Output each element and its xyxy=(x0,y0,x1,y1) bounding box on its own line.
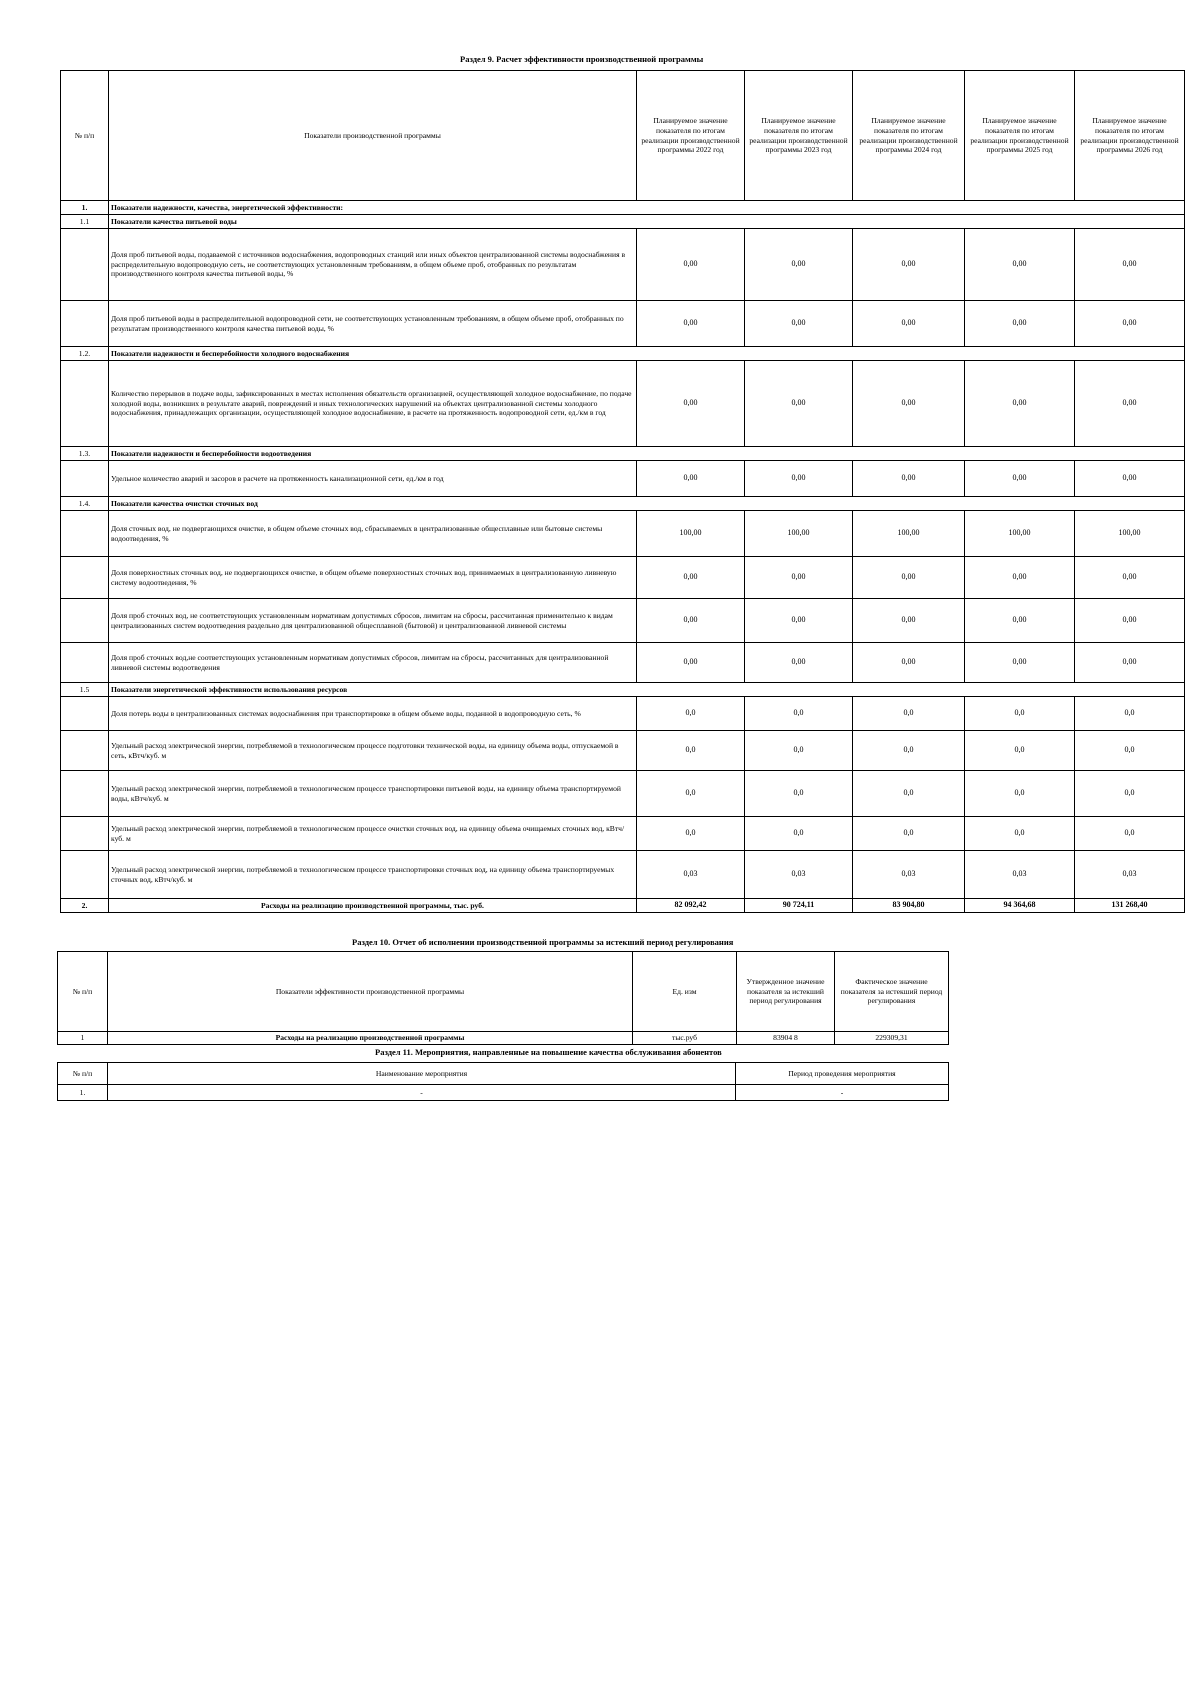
table-row xyxy=(61,361,1185,447)
value-2025: 0,0 xyxy=(965,771,1075,817)
subgroup-row xyxy=(61,347,1185,361)
value-2023: 0,0 xyxy=(745,817,853,851)
value-2025: 0,00 xyxy=(965,599,1075,643)
value-2022: 0,00 xyxy=(637,599,745,643)
value-2025: 0,0 xyxy=(965,697,1075,731)
table-row xyxy=(61,461,1185,497)
section11-table xyxy=(57,1062,949,1101)
s10-header-approved: Утвержденное значение показателя за истекший период регулирования xyxy=(737,952,835,1032)
value-2025: 0,00 xyxy=(965,361,1075,447)
subgroup-row xyxy=(61,447,1185,461)
subgroup-num: 1.1 xyxy=(61,215,109,229)
value-2026: 0,00 xyxy=(1075,301,1185,347)
s10-row-label: Расходы на реализацию производственной программы xyxy=(108,1032,633,1045)
value-2024: 0,00 xyxy=(853,301,965,347)
total-2024: 83 904,80 xyxy=(853,899,965,913)
header-2026: Планируемое значение показателя по итогам реализации производственной программы 2026 год xyxy=(1075,71,1185,201)
group-label: Показатели надежности, качества, энергетической эффективности: xyxy=(109,201,1185,215)
subgroup-num: 1.5 xyxy=(61,683,109,697)
value-2024: 0,0 xyxy=(853,697,965,731)
section9-table xyxy=(60,70,1185,913)
value-2024: 0,00 xyxy=(853,461,965,497)
section11-title: Раздел 11. Мероприятия, направленные на повышение качества обслуживания абонентов xyxy=(375,1047,722,1057)
s10-header-indicator: Показатели эффективности производственной программы xyxy=(108,952,633,1032)
subgroup-row xyxy=(61,497,1185,511)
header-indicator: Показатели производственной программы xyxy=(109,71,637,201)
total-row xyxy=(61,899,1185,913)
value-2024: 0,00 xyxy=(853,643,965,683)
value-2025: 0,00 xyxy=(965,643,1075,683)
value-2025: 0,00 xyxy=(965,301,1075,347)
row-label: Доля проб питьевой воды в распределительной водопроводной сети, не соответствующих установленным требованиям, в общем объеме проб, отобранных по результатам производственного контроля качества питьевой воды, % xyxy=(109,301,637,347)
table-row xyxy=(61,851,1185,899)
subgroup-label: Показатели надежности и бесперебойности водоотведения xyxy=(109,447,1185,461)
value-2024: 0,00 xyxy=(853,599,965,643)
row-label: Удельный расход электрической энергии, потребляемой в технологическом процессе подготовки технической воды, на единицу объема воды, отпускаемой в сеть, кВтч/куб. м xyxy=(109,731,637,771)
row-label: Удельный расход электрической энергии, потребляемой в технологическом процессе очистки сточных вод, на единицу объема очищаемых сточных вод, кВтч/куб. м xyxy=(109,817,637,851)
value-2022: 0,0 xyxy=(637,697,745,731)
row-label: Удельный расход электрической энергии, потребляемой в технологическом процессе транспортировки питьевой воды, на единицу объема транспортируемой воды, кВтч/куб. м xyxy=(109,771,637,817)
row-num xyxy=(61,461,109,497)
value-2023: 0,03 xyxy=(745,851,853,899)
value-2023: 0,0 xyxy=(745,731,853,771)
table-row xyxy=(61,771,1185,817)
section10-table xyxy=(57,951,949,1045)
s10-row-unit: тыс.руб xyxy=(633,1032,737,1045)
s10-header-num: № п/п xyxy=(58,952,108,1032)
header-2024: Планируемое значение показателя по итогам реализации производственной программы 2024 год xyxy=(853,71,965,201)
s10-header-actual: Фактическое значение показателя за истекший период регулирования xyxy=(835,952,949,1032)
value-2024: 0,00 xyxy=(853,229,965,301)
s11-header-name: Наименование мероприятия xyxy=(108,1063,736,1085)
value-2023: 0,0 xyxy=(745,697,853,731)
value-2023: 0,0 xyxy=(745,771,853,817)
subgroup-label: Показатели качества очистки сточных вод xyxy=(109,497,1185,511)
row-num xyxy=(61,599,109,643)
row-num xyxy=(61,301,109,347)
row-num xyxy=(61,229,109,301)
value-2022: 0,00 xyxy=(637,643,745,683)
value-2022: 0,00 xyxy=(637,229,745,301)
table-row xyxy=(58,1085,949,1101)
table-row xyxy=(61,301,1185,347)
s11-row-period: - xyxy=(736,1085,949,1101)
value-2026: 0,00 xyxy=(1075,461,1185,497)
row-label: Удельный расход электрической энергии, потребляемой в технологическом процессе транспортировки сточных вод, на единицу объема транспортируемых сточных вод, кВтч/куб. м xyxy=(109,851,637,899)
value-2024: 0,0 xyxy=(853,771,965,817)
value-2026: 0,03 xyxy=(1075,851,1185,899)
value-2022: 0,00 xyxy=(637,361,745,447)
table-row xyxy=(61,643,1185,683)
row-label: Доля проб сточных вод,не соответствующих установленным нормативам допустимых сбросов, лимитам на сбросы, рассчитанных для централизованной ливневой системы водоотведения xyxy=(109,643,637,683)
value-2026: 0,0 xyxy=(1075,731,1185,771)
value-2025: 0,0 xyxy=(965,817,1075,851)
subgroup-num: 1.2. xyxy=(61,347,109,361)
value-2026: 0,00 xyxy=(1075,643,1185,683)
total-2025: 94 364,68 xyxy=(965,899,1075,913)
value-2026: 0,0 xyxy=(1075,771,1185,817)
s11-header-period: Период проведения мероприятия xyxy=(736,1063,949,1085)
section9-title: Раздел 9. Расчет эффективности производственной программы xyxy=(460,54,704,64)
subgroup-label: Показатели надежности и бесперебойности холодного водоснабжения xyxy=(109,347,1185,361)
header-2023: Планируемое значение показателя по итогам реализации производственной программы 2023 год xyxy=(745,71,853,201)
value-2026: 0,0 xyxy=(1075,697,1185,731)
row-label: Количество перерывов в подаче воды, зафиксированных в местах исполнения обязательств организацией, осуществляющей холодное водоснабжение, по подаче холодной воды, возникших в результате аварий, повреждений и иных технологических нарушений на объектах централизованной системы холодного водоснабжения, принадлежащих организации, осуществляющей холодное водоснабжение, в расчете на протяженность водопроводной сети, ед./км в год xyxy=(109,361,637,447)
row-num xyxy=(61,557,109,599)
value-2025: 0,00 xyxy=(965,461,1075,497)
row-num xyxy=(61,643,109,683)
header-num: № п/п xyxy=(61,71,109,201)
table-row xyxy=(58,1032,949,1045)
value-2026: 100,00 xyxy=(1075,511,1185,557)
s11-row-name: - xyxy=(108,1085,736,1101)
s11-header-num: № п/п xyxy=(58,1063,108,1085)
section11-header-row xyxy=(58,1063,949,1085)
value-2023: 0,00 xyxy=(745,361,853,447)
value-2023: 0,00 xyxy=(745,461,853,497)
total-num: 2. xyxy=(61,899,109,913)
row-num xyxy=(61,851,109,899)
section9-header-row xyxy=(61,71,1185,201)
total-label: Расходы на реализацию производственной программы, тыс. руб. xyxy=(109,899,637,913)
subgroup-num: 1.4. xyxy=(61,497,109,511)
value-2024: 100,00 xyxy=(853,511,965,557)
value-2023: 0,00 xyxy=(745,599,853,643)
table-row xyxy=(61,817,1185,851)
value-2025: 0,00 xyxy=(965,229,1075,301)
table-row xyxy=(61,229,1185,301)
row-num xyxy=(61,697,109,731)
subgroup-label: Показатели качества питьевой воды xyxy=(109,215,1185,229)
value-2023: 0,00 xyxy=(745,301,853,347)
subgroup-num: 1.3. xyxy=(61,447,109,461)
value-2025: 0,03 xyxy=(965,851,1075,899)
table-row xyxy=(61,599,1185,643)
value-2023: 0,00 xyxy=(745,643,853,683)
section10-title: Раздел 10. Отчет об исполнении производственной программы за истекший период регулирования xyxy=(352,937,734,947)
row-num xyxy=(61,817,109,851)
value-2026: 0,00 xyxy=(1075,557,1185,599)
value-2025: 0,0 xyxy=(965,731,1075,771)
s10-header-unit: Ед. изм xyxy=(633,952,737,1032)
total-2022: 82 092,42 xyxy=(637,899,745,913)
value-2023: 0,00 xyxy=(745,557,853,599)
row-label: Доля проб сточных вод, не соответствующих установленным нормативам допустимых сбросов, лимитам на сбросы, рассчитанная применительно к видам централизованных систем водоотведения раздельно для централизованной общесплавной (бытовой) и централизованной ливневой системы xyxy=(109,599,637,643)
value-2022: 0,00 xyxy=(637,557,745,599)
s10-row-approved: 83904 8 xyxy=(737,1032,835,1045)
table-row xyxy=(61,557,1185,599)
value-2022: 100,00 xyxy=(637,511,745,557)
s10-row-actual: 229309,31 xyxy=(835,1032,949,1045)
value-2024: 0,0 xyxy=(853,731,965,771)
subgroup-row xyxy=(61,683,1185,697)
subgroup-label: Показатели энергетической эффективности использования ресурсов xyxy=(109,683,1185,697)
group-row xyxy=(61,201,1185,215)
s11-row-num: 1. xyxy=(58,1085,108,1101)
row-num xyxy=(61,771,109,817)
value-2024: 0,00 xyxy=(853,361,965,447)
row-num xyxy=(61,511,109,557)
table-row xyxy=(61,731,1185,771)
value-2024: 0,00 xyxy=(853,557,965,599)
value-2025: 100,00 xyxy=(965,511,1075,557)
value-2022: 0,03 xyxy=(637,851,745,899)
value-2022: 0,0 xyxy=(637,771,745,817)
group-num: 1. xyxy=(61,201,109,215)
header-2025: Планируемое значение показателя по итогам реализации производственной программы 2025 год xyxy=(965,71,1075,201)
value-2026: 0,00 xyxy=(1075,599,1185,643)
row-num xyxy=(61,361,109,447)
total-2023: 90 724,11 xyxy=(745,899,853,913)
value-2022: 0,0 xyxy=(637,731,745,771)
total-2026: 131 268,40 xyxy=(1075,899,1185,913)
value-2023: 0,00 xyxy=(745,229,853,301)
value-2026: 0,00 xyxy=(1075,229,1185,301)
value-2022: 0,00 xyxy=(637,461,745,497)
table-row xyxy=(61,697,1185,731)
value-2024: 0,0 xyxy=(853,817,965,851)
value-2026: 0,0 xyxy=(1075,817,1185,851)
s10-row-num: 1 xyxy=(58,1032,108,1045)
value-2025: 0,00 xyxy=(965,557,1075,599)
value-2023: 100,00 xyxy=(745,511,853,557)
row-label: Удельное количество аварий и засоров в расчете на протяженность канализационной сети, ед./км в год xyxy=(109,461,637,497)
header-2022: Планируемое значение показателя по итогам реализации производственной программы 2022 год xyxy=(637,71,745,201)
section10-header-row xyxy=(58,952,949,1032)
row-label: Доля потерь воды в централизованных системах водоснабжения при транспортировке в общем объеме воды, поданной в водопроводную сеть, % xyxy=(109,697,637,731)
value-2024: 0,03 xyxy=(853,851,965,899)
value-2022: 0,00 xyxy=(637,301,745,347)
table-row xyxy=(61,511,1185,557)
row-label: Доля сточных вод, не подвергающихся очистке, в общем объеме сточных вод, сбрасываемых в централизованные общесплавные или бытовые системы водоотведения, % xyxy=(109,511,637,557)
value-2022: 0,0 xyxy=(637,817,745,851)
row-num xyxy=(61,731,109,771)
row-label: Доля проб питьевой воды, подаваемой с источников водоснабжения, водопроводных станций или иных объектов централизованной системы водоснабжения в распределительную водопроводную сеть, не соответствующих установленным требованиям, в общем объеме проб, отобранных по результатам производственного контроля качества питьевой воды, % xyxy=(109,229,637,301)
value-2026: 0,00 xyxy=(1075,361,1185,447)
row-label: Доля поверхностных сточных вод, не подвергающихся очистке, в общем объеме поверхностных сточных вод, принимаемых в централизованную ливневую систему водоотведения, % xyxy=(109,557,637,599)
subgroup-row xyxy=(61,215,1185,229)
